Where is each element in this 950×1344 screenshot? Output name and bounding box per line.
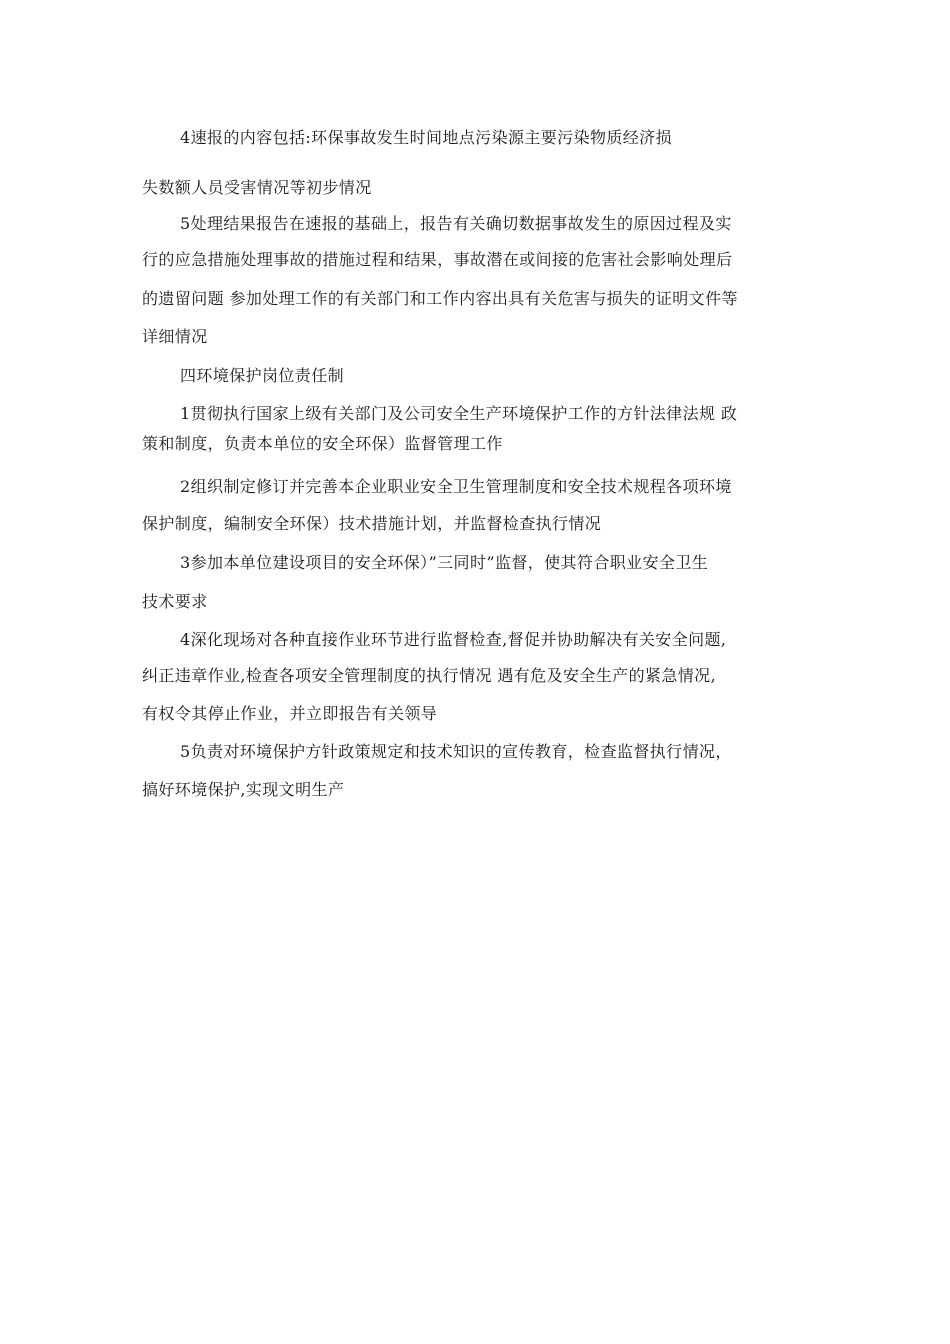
text-line: 5负责对环境保护方针政策规定和技术知识的宣传教育，检查监督执行情况，: [180, 742, 732, 761]
text-line: 5处理结果报告在速报的基础上，报告有关确切数据事故发生的原因过程及实: [180, 214, 732, 233]
text-line: 保护制度，编制安全环保）技术措施计划，并监督检查执行情况: [142, 514, 602, 533]
text-line: 3参加本单位建设项目的安全环保）”三同时”监督，使其符合职业安全卫生: [180, 553, 709, 572]
text-line: 详细情况: [142, 327, 208, 346]
text-line: 1贯彻执行国家上级有关部门及公司安全生产环境保护工作的方针法律法规 政: [180, 404, 738, 423]
text-line: 4深化现场对各种直接作业环节进行监督检查,督促并协助解决有关安全问题,: [180, 630, 727, 649]
section-heading: 四环境保护岗位责任制: [180, 366, 345, 385]
text-line: 纠正违章作业,检查各项安全管理制度的执行情况 遇有危及安全生产的紧急情况,: [142, 666, 717, 685]
text-line: 2组织制定修订并完善本企业职业安全卫生管理制度和安全技术规程各项环境: [180, 477, 732, 496]
text-line: 行的应急措施处理事故的措施过程和结果，事故潜在或间接的危害社会影响处理后: [142, 250, 733, 269]
text-line: 4速报的内容包括:环保事故发生时间地点污染源主要污染物质经济损: [180, 128, 672, 147]
text-line: 策和制度，负责本单位的安全环保）监督管理工作: [142, 434, 503, 453]
text-line: 失数额人员受害情况等初步情况: [142, 178, 372, 197]
text-line: 有权令其停止作业，并立即报告有关领导: [142, 704, 438, 723]
text-line: 技术要求: [142, 592, 208, 611]
text-line: 搞好环境保护,实现文明生产: [142, 780, 345, 799]
text-line: 的遗留问题 参加处理工作的有关部门和工作内容出具有关危害与损失的证明文件等: [142, 289, 738, 308]
